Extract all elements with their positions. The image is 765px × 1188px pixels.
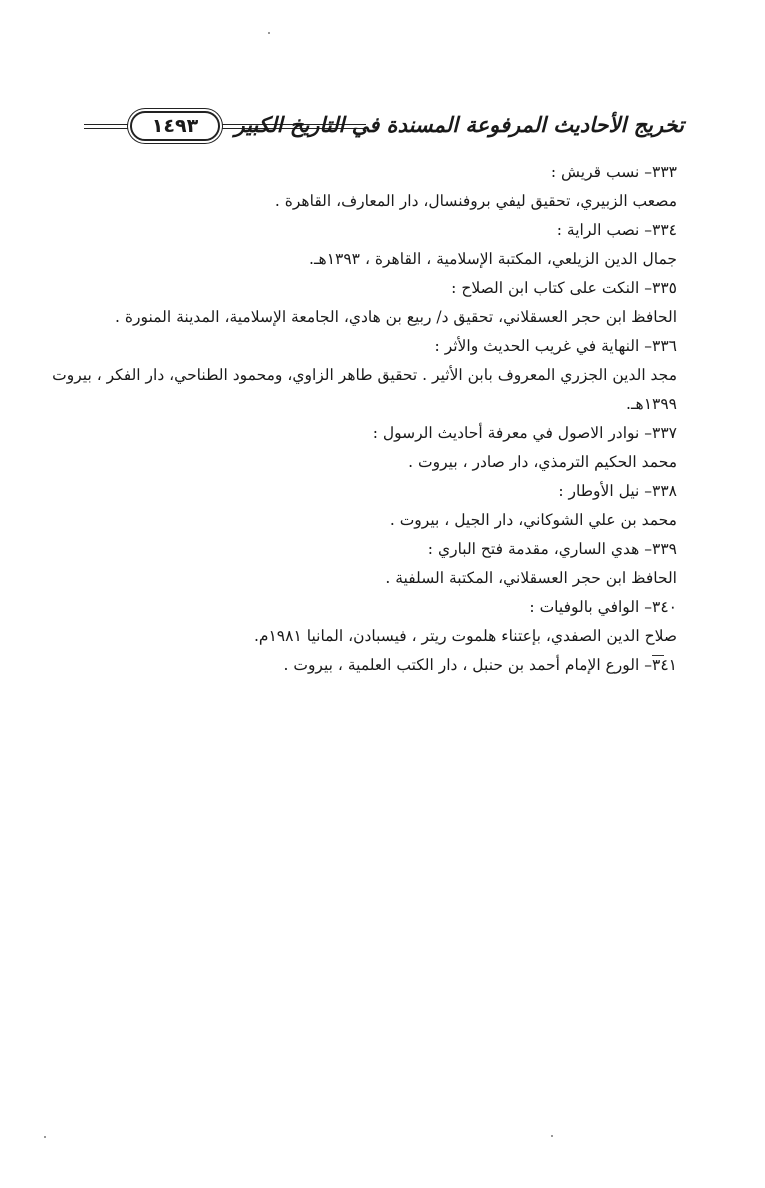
entry-title: ٣٣٩– هدي الساري، مقدمة فتح الباري : [427,540,677,558]
entry-title: ٣٤٠– الوافي بالوفيات : [529,598,677,616]
page-number-badge: ١٤٩٣ [130,111,220,141]
scan-speck [268,32,270,34]
entry-detail: ١٣٩٩هـ. [626,395,677,413]
entry-title: ٣٤١– الورع الإمام أحمد بن حنبل ، دار الكتب العلمية ، بيروت . [283,656,677,674]
entry-detail: صلاح الدين الصفدي، بإعتناء هلموت ريتر ، فيسبادن، المانيا ١٩٨١م. [253,627,677,645]
entry-detail: مصعب الزبيري، تحقيق ليفي بروفنسال، دار المعارف، القاهرة . [274,192,677,210]
entry-detail: الحافظ ابن حجر العسقلاني، المكتبة السلفية . [385,569,677,587]
scan-speck [551,1135,553,1137]
entry-title: ٣٣٦– النهاية في غريب الحديث والأثر : [434,337,677,355]
entry-detail: الحافظ ابن حجر العسقلاني، تحقيق د/ ربيع بن هادي، الجامعة الإسلامية، المدينة المنورة . [115,308,677,326]
entry-title: ٣٣٥– النكت على كتاب ابن الصلاح : [451,279,677,297]
page-header [84,110,684,146]
entry-title: ٣٣٧– نوادر الاصول في معرفة أحاديث الرسول : [372,424,677,442]
entry-detail: محمد الحكيم الترمذي، دار صادر ، بيروت . [408,453,677,471]
entry-title: ٣٣٨– نيل الأوطار : [558,482,677,500]
entry-detail: محمد بن علي الشوكاني، دار الجيل ، بيروت . [389,511,677,529]
running-title: تخريج الأحاديث المرفوعة المسندة في التاريخ الكبير [234,112,684,137]
scan-speck [44,1136,46,1138]
entry-detail: مجد الدين الجزري المعروف بابن الأثير . تحقيق طاهر الزاوي، ومحمود الطناحي، دار الفكر ، بيروت [52,366,677,384]
entry-title: ٣٣٤– نصب الراية : [556,221,677,239]
entry-detail: جمال الدين الزيلعي، المكتبة الإسلامية ، القاهرة ، ١٣٩٣هـ. [309,250,677,268]
bibliography-list [52,158,677,680]
entry-title: ٣٣٣– نسب قريش : [550,163,677,181]
end-dash [652,655,664,656]
